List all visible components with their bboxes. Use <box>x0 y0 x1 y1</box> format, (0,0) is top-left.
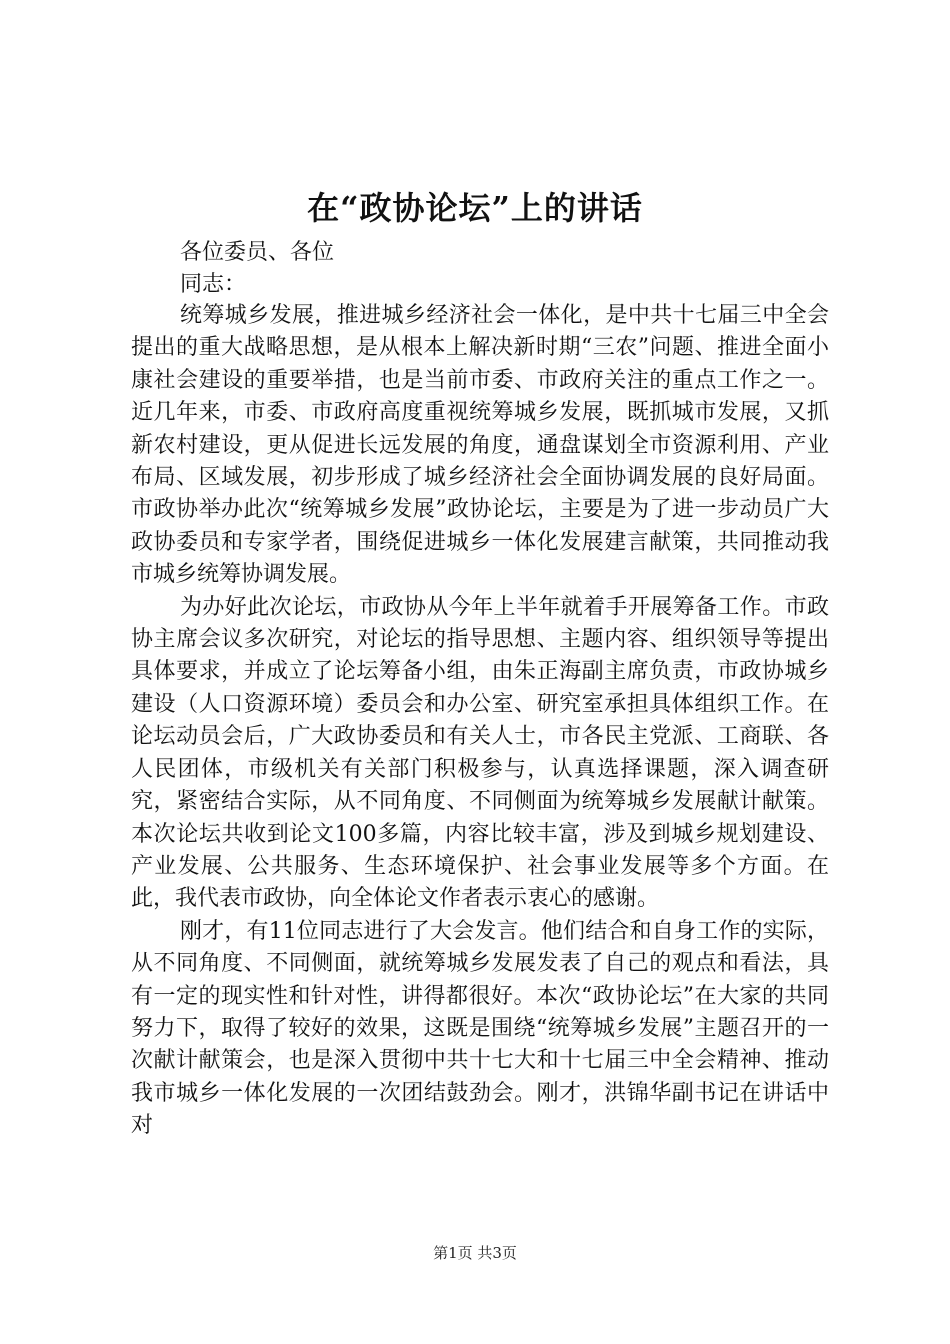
paragraph-2: 为办好此次论坛，市政协从今年上半年就着手开展筹备工作。市政协主席会议多次研究，对论坛的指导思想、主题内容、组织领导等提出具体要求，并成立了论坛筹备小组，由朱正海副主席负责，市政协城乡建设（人口资源环境）委员会和办公室、研究室承担具体组织工作。在论坛动员会后，广大政协委员和有关人士，市各民主党派、工商联、各人民团体，市级机关有关部门积极参与，认真选择课题，深入调查研究，紧密结合实际，从不同角度、不同侧面为统筹城乡发展献计献策。本次论坛共收到论文100多篇，内容比较丰富，涉及到城乡规划建设、产业发展、公共服务、生态环境保护、社会事业发展等多个方面。在此，我代表市政协，向全体论文作者表示衷心的感谢。 <box>131 594 829 912</box>
document-title: 在“政协论坛”上的讲话 <box>307 189 643 227</box>
document-body <box>131 300 829 1143</box>
paragraph-3: 刚才，有11位同志进行了大会发言。他们结合和自身工作的实际，从不同角度、不同侧面，就统筹城乡发展发表了自己的观点和看法，具有一定的现实性和针对性，讲得都很好。本次“政协论坛”在大家的共同努力下，取得了较好的效果，这既是围绕“统筹城乡发展”主题召开的一次献计献策会，也是深入贯彻中共十七大和十七届三中全会精神、推动我市城乡一体化发展的一次团结鼓劲会。刚才，洪锦华副书记在讲话中对 <box>131 918 829 1139</box>
salutation-line-1: 各位委员、各位 <box>180 240 335 265</box>
page-footer: 第1页 共3页 <box>433 1244 517 1262</box>
salutation-line-2: 同志： <box>180 272 247 297</box>
paragraph-1: 统筹城乡发展，推进城乡经济社会一体化，是中共十七届三中全会提出的重大战略思想，是从根本上解决新时期“三农”问题、推进全面小康社会建设的重要举措，也是当前市委、市政府关注的重点工作之一。近几年来，市委、市政府高度重视统筹城乡发展，既抓城市发展，又抓新农村建设，更从促进长远发展的角度，通盘谋划全市资源利用、产业布局、区域发展，初步形成了城乡经济社会全面协调发展的良好局面。市政协举办此次“统筹城乡发展”政协论坛，主要是为了进一步动员广大政协委员和专家学者，围绕促进城乡一体化发展建言献策，共同推动我市城乡统筹协调发展。 <box>131 303 829 588</box>
